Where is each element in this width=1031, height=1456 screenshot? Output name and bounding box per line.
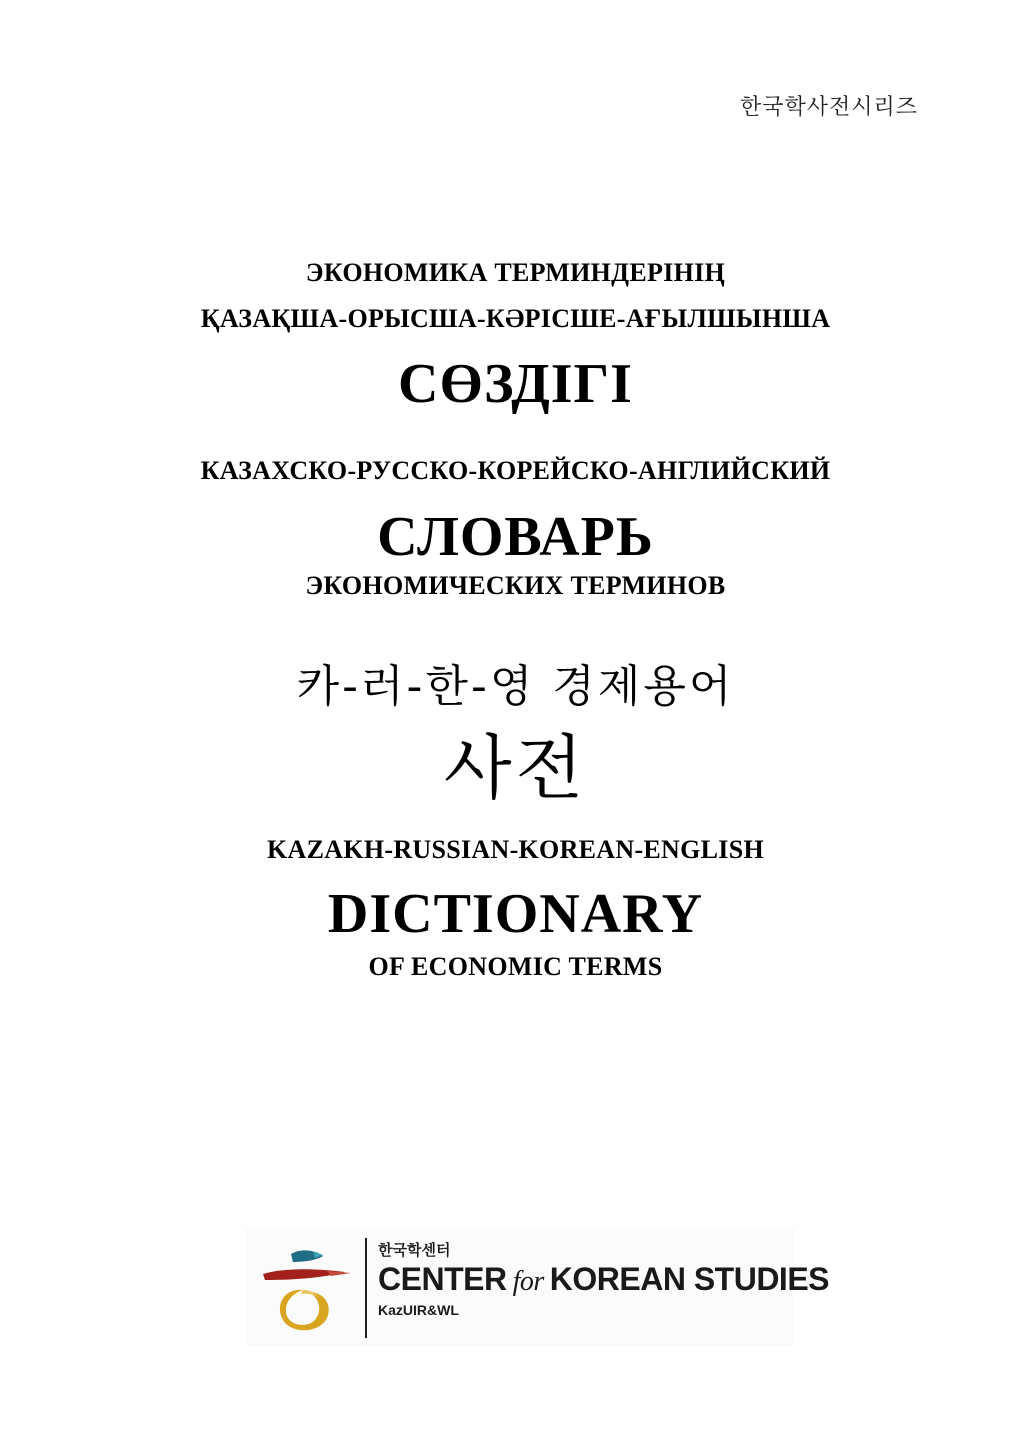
russian-subtitle-line-2: ЭКОНОМИЧЕСКИХ ТЕРМИНОВ xyxy=(305,571,726,600)
logo-center-word: CENTER xyxy=(378,1261,507,1297)
logo-main-name xyxy=(378,1260,829,1301)
logo-text xyxy=(378,1240,829,1319)
series-label: 한국학사전시리즈 xyxy=(739,95,918,120)
logo-divider xyxy=(365,1238,367,1338)
english-title: DICTIONARY xyxy=(327,883,704,945)
korean-subtitle: 카-러-한-영 경제용어 xyxy=(296,661,735,712)
kazakh-subtitle-line-2: ҚАЗАҚША-ОРЫСША-КӘРІСШЕ-АҒЫЛШЫНША xyxy=(200,304,831,333)
logo-for-word: for xyxy=(512,1266,544,1297)
english-subtitle-line-1: KAZAKH-RUSSIAN-KOREAN-ENGLISH xyxy=(267,835,764,864)
russian-title: СЛОВАРЬ xyxy=(377,506,654,568)
korean-title: 사전 xyxy=(443,727,588,809)
russian-subtitle-line-1: КАЗАХСКО-РУССКО-КОРЕЙСКО-АНГЛИЙСКИЙ xyxy=(200,456,831,485)
center-logo xyxy=(245,1228,829,1346)
kazakh-title: СӨЗДІГІ xyxy=(398,353,633,415)
logo-korean-studies-words: KOREAN STUDIES xyxy=(549,1261,829,1297)
kazakh-subtitle-line-1: ЭКОНОМИКА ТЕРМИНДЕРІНІҢ xyxy=(305,258,726,287)
hangul-brush-emblem-icon xyxy=(253,1238,353,1338)
logo-korean-name: 한국학센터 xyxy=(378,1241,451,1259)
logo-institution: KazUIR&WL xyxy=(378,1302,459,1318)
english-subtitle-line-2: OF ECONOMIC TERMS xyxy=(368,952,663,981)
